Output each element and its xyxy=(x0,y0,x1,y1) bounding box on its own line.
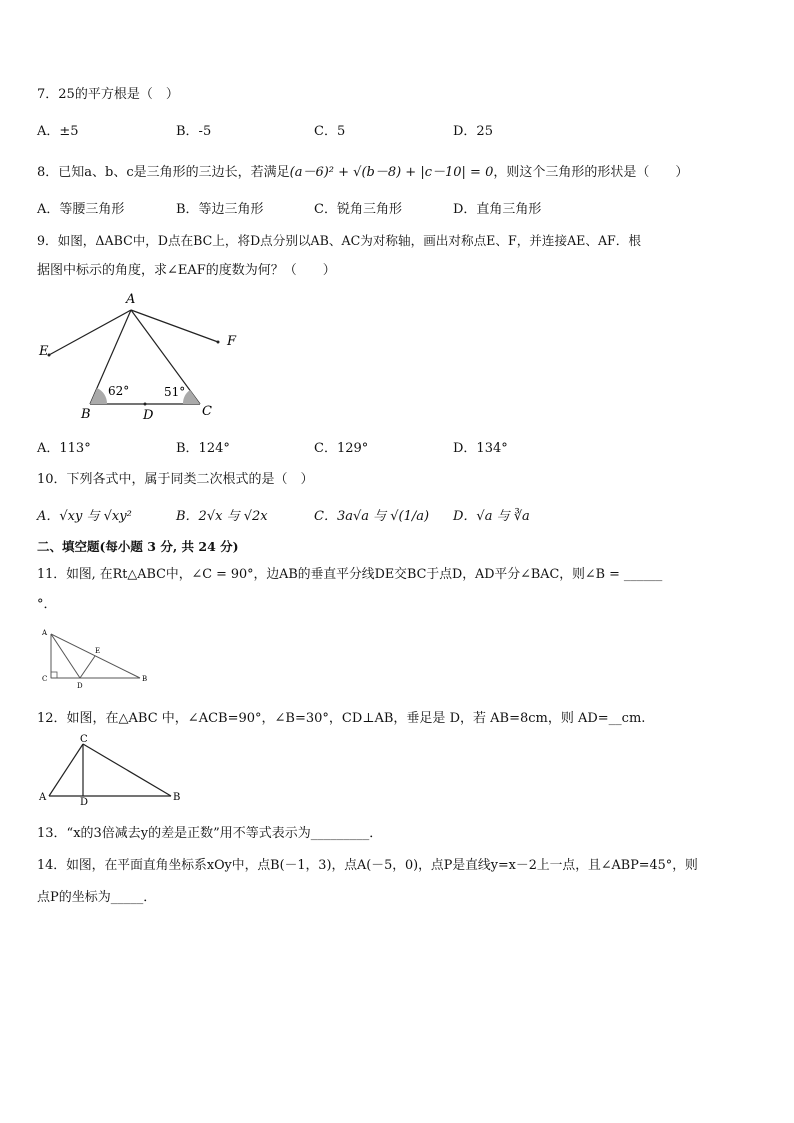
question-7-stem: 7．25的平方根是（ ） xyxy=(37,87,179,102)
q7-option-a: A．±5 xyxy=(37,124,79,139)
q11-triangle-figure xyxy=(40,626,152,690)
question-11-line2: °． xyxy=(37,597,57,612)
q8-option-a: A．等腰三角形 xyxy=(37,202,125,217)
q10-option-a: A．√xy 与 √xy² xyxy=(37,509,132,524)
q9-option-b: B．124° xyxy=(176,441,230,456)
q9-option-d: D．134° xyxy=(453,441,508,456)
q9-label-d: D xyxy=(143,408,154,423)
q10-option-c: C．3a√a 与 √(1/a) xyxy=(314,509,430,524)
q8-option-b: B．等边三角形 xyxy=(176,202,264,217)
q10-option-d: D．√a 与 ∛a xyxy=(453,509,530,524)
question-14-line1: 14．如图，在平面直角坐标系xOy中，点B(－1，3)，点A(－5，0)，点P是直线y=x－2上一点，且∠ABP=45°，则 xyxy=(37,858,698,873)
q12-label-a: A xyxy=(39,792,47,803)
q9-label-a: A xyxy=(126,292,136,307)
question-13-stem: 13．“x的3倍减去y的差是正数”用不等式表示为_________． xyxy=(37,826,383,841)
question-12-stem: 12．如图，在△ABC 中，∠ACB=90°，∠B=30°，CD⊥AB，垂足是 D，若 AB=8cm，则 AD=__cm. xyxy=(37,711,646,726)
q9-label-f: F xyxy=(227,334,237,349)
q7-option-c: C．5 xyxy=(314,124,346,139)
q9-angle-b: 62° xyxy=(108,384,130,398)
q9-label-e: E xyxy=(39,344,49,359)
q9-angle-c: 51° xyxy=(164,385,186,399)
q12-label-c: C xyxy=(80,734,88,745)
q10-option-b: B．2√x 与 √2x xyxy=(176,509,268,524)
q11-label-e: E xyxy=(95,647,101,655)
q8-stem-pre: 8．已知a、b、c是三角形的三边长，若满足 xyxy=(37,165,290,180)
q9-label-b: B xyxy=(81,407,91,422)
q12-label-b: B xyxy=(173,792,181,803)
q9-label-c: C xyxy=(202,404,212,419)
q11-label-d: D xyxy=(77,682,83,690)
question-10-stem: 10．下列各式中，属于同类二次根式的是（ ） xyxy=(37,472,314,487)
q9-option-a: A．113° xyxy=(37,441,91,456)
q7-option-d: D．25 xyxy=(453,124,493,139)
question-9-line1: 9．如图，ΔABC中，D点在BC上，将D点分别以AB、AC为对称轴，画出对称点E、F，并连接AE、AF．根 xyxy=(37,233,641,248)
q12-label-d: D xyxy=(80,797,89,806)
q9-triangle-figure xyxy=(37,288,237,423)
q8-option-d: D．直角三角形 xyxy=(453,202,542,217)
q8-formula: (a－6)² + √(b－8) + |c－10| = 0 xyxy=(289,165,494,180)
question-14-line2: 点P的坐标为_____． xyxy=(37,890,157,905)
q9-option-c: C．129° xyxy=(314,441,369,456)
q11-label-a: A xyxy=(42,629,48,637)
q8-stem-post: ，则这个三角形的形状是（ ） xyxy=(493,165,689,180)
question-11-line1: 11．如图, 在Rt△ABC中，∠C = 90°，边AB的垂直平分线DE交BC于点D，AD平分∠BAC，则∠B = ______ xyxy=(37,567,663,582)
q12-triangle-figure xyxy=(37,734,187,806)
q8-option-c: C．锐角三角形 xyxy=(314,202,402,217)
q7-option-b: B．-5 xyxy=(176,124,212,139)
q11-label-b: B xyxy=(142,675,148,683)
question-9-line2: 据图中标示的角度，求∠EAF的度数为何？（ ） xyxy=(37,263,336,278)
section-2-title: 二、填空题(每小题 3 分, 共 24 分) xyxy=(37,539,239,554)
question-8-stem xyxy=(37,161,688,180)
q11-label-c: C xyxy=(42,675,48,683)
